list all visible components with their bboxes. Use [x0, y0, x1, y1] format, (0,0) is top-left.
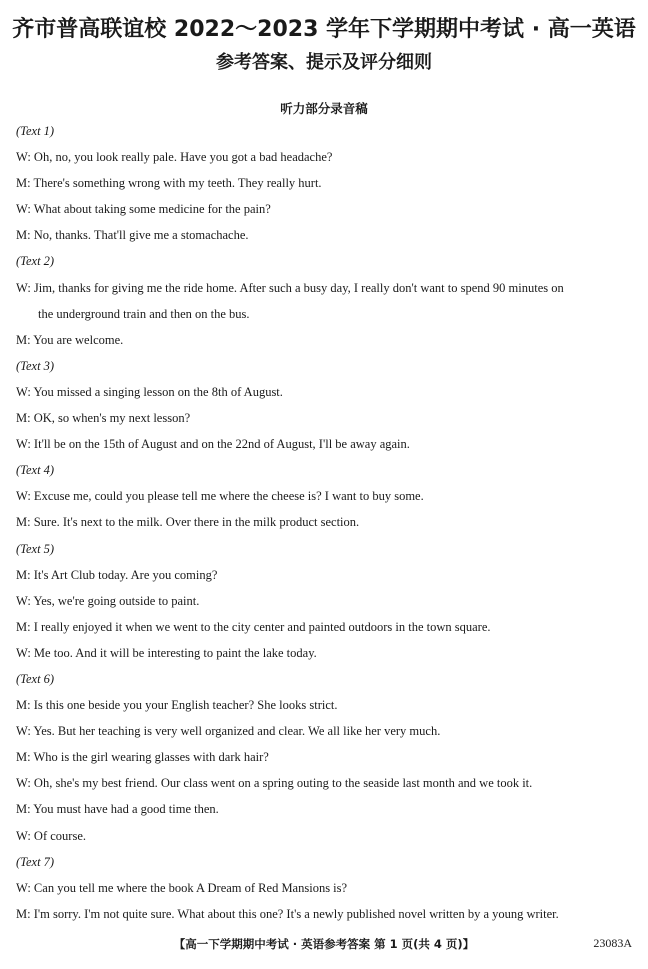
dialogue-line: M: There's something wrong with my teeth. They really hurt. [16, 176, 322, 191]
dialogue-line: M: I'm sorry. I'm not quite sure. What about this one? It's a newly published novel written by a young writer. [16, 906, 559, 921]
page-subtitle: 参考答案、提示及评分细则 [216, 52, 432, 73]
page-title: 齐市普高联谊校 2022～2023 学年下学期期中考试 · 高一英语 [12, 17, 636, 42]
dialogue-line: M: Who is the girl wearing glasses with dark hair? [16, 750, 269, 765]
footer-exam-code: 23083A [593, 936, 632, 950]
dialogue-line: W: Excuse me, could you please tell me where the cheese is? I want to buy some. [16, 489, 424, 504]
text-label: (Text 1) [16, 124, 55, 138]
dialogue-line: W: Yes. But her teaching is very well organized and clear. We all like her very much. [16, 724, 441, 739]
text-label: (Text 5) [16, 541, 55, 556]
text-label: (Text 6) [16, 671, 55, 686]
dialogue-line: W: Of course. [16, 828, 86, 843]
dialogue-line: M: No, thanks. That'll give me a stomachache. [16, 228, 249, 243]
dialogue-line: W: What about taking some medicine for the pain? [16, 202, 271, 217]
dialogue-line: W: Oh, she's my best friend. Our class went on a spring outing to the seaside last month and we took it. [16, 776, 533, 791]
dialogue-line: M: Is this one beside you your English teacher? She looks strict. [16, 698, 338, 713]
dialogue-line: W: It'll be on the 15th of August and on the 22nd of August, I'll be away again. [16, 437, 410, 452]
dialogue-line: W: Yes, we're going outside to paint. [16, 593, 200, 608]
dialogue-line: M: You are welcome. [16, 332, 124, 347]
page-footer [0, 936, 648, 956]
transcript-body [16, 118, 638, 927]
text-label: (Text 3) [16, 358, 55, 373]
dialogue-line: M: Sure. It's next to the milk. Over there in the milk product section. [16, 515, 360, 530]
dialogue-line: M: It's Art Club today. Are you coming? [16, 567, 218, 582]
dialogue-line: M: You must have had a good time then. [16, 802, 219, 817]
section-heading: 听力部分录音稿 [280, 101, 368, 116]
dialogue-line: M: I really enjoyed it when we went to the city center and painted outdoors in the town square. [16, 619, 491, 634]
dialogue-line: the underground train and then on the bus. [38, 306, 250, 321]
dialogue-line: W: Me too. And it will be interesting to paint the lake today. [16, 645, 317, 660]
dialogue-line: W: You missed a singing lesson on the 8th of August. [16, 384, 283, 399]
text-label: (Text 7) [16, 854, 55, 869]
text-label: (Text 4) [16, 463, 55, 478]
dialogue-line: W: Can you tell me where the book A Dream of Red Mansions is? [16, 880, 348, 895]
footer-page-info: 【高一下学期期中考试 · 英语参考答案 第 1 页(共 4 页)】 [173, 937, 475, 951]
dialogue-line: W: Jim, thanks for giving me the ride home. After such a busy day, I really don't want to spend 90 minutes on [16, 280, 564, 295]
dialogue-line: M: OK, so when's my next lesson? [16, 411, 191, 426]
text-label: (Text 2) [16, 254, 55, 269]
dialogue-line: W: Oh, no, you look really pale. Have you got a bad headache? [16, 150, 333, 165]
